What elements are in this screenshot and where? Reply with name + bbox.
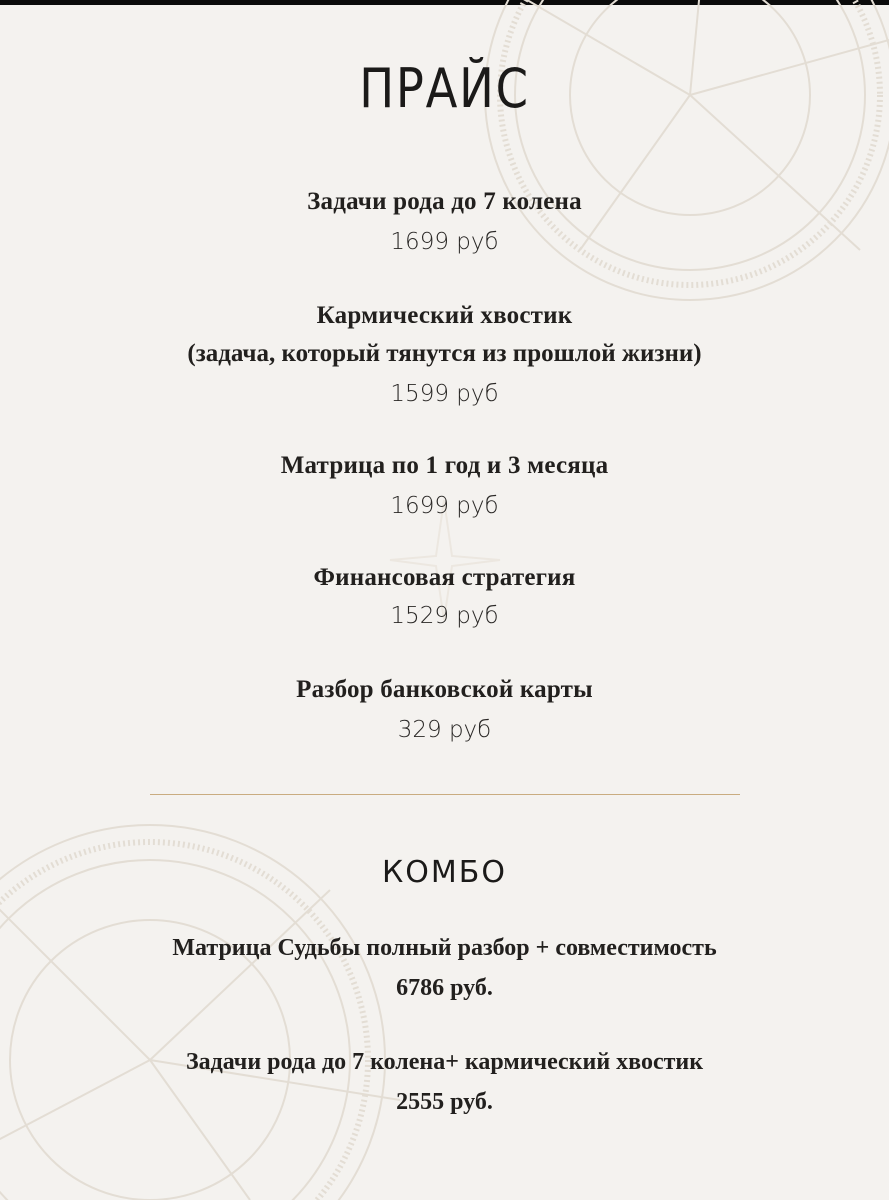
- item-price-rod: 1699 руб: [390, 229, 499, 255]
- item-name-rod: Задачи рода до 7 колена: [307, 188, 582, 215]
- item-name-finance: Финансовая стратегия: [313, 564, 576, 591]
- combo-offer-price: 2555 руб.: [396, 1089, 493, 1115]
- item-name-card: Разбор банковской карты: [296, 676, 593, 703]
- combo-title: КОМБО: [382, 855, 507, 890]
- item-price-matrix: 1699 руб: [390, 493, 499, 519]
- combo-offer-name: Задачи рода до 7 колена+ кармический хвостик: [185, 1049, 704, 1075]
- item-name-karmic: Кармический хвостик: [316, 302, 573, 329]
- item-name-matrix: Матрица по 1 год и 3 месяца: [280, 452, 609, 479]
- item-price-karmic: 1599 руб: [390, 381, 499, 407]
- page-title: ПРАЙС: [359, 57, 530, 120]
- combo-offer-name: Матрица Судьбы полный разбор + совместимость: [172, 935, 717, 961]
- item-price-card: 329 руб: [397, 717, 492, 743]
- section-divider: [150, 794, 740, 795]
- item-subtitle-karmic: (задача, который тянутся из прошлой жизни): [187, 340, 702, 367]
- item-price-finance: 1529 руб: [390, 603, 499, 629]
- combo-offer-price: 6786 руб.: [396, 975, 493, 1001]
